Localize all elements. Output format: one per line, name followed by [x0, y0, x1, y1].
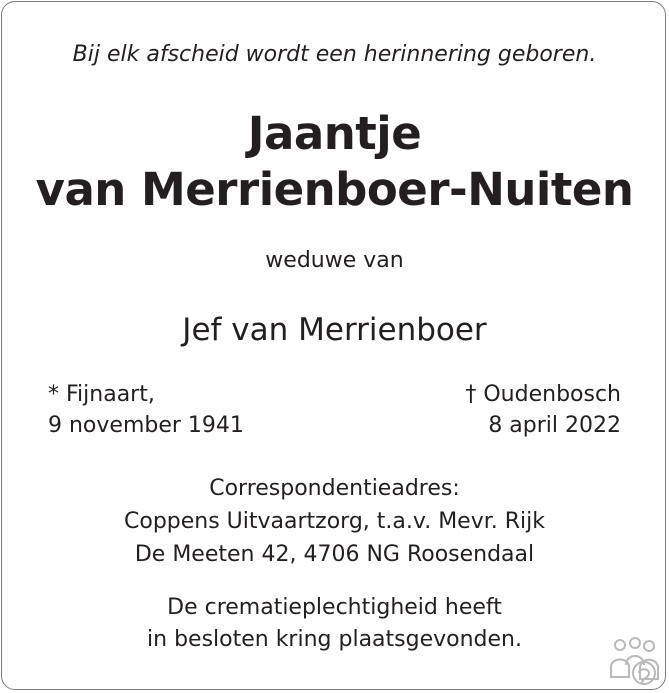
closing-line-2: in besloten kring plaatsgevonden.	[147, 627, 522, 652]
deceased-family-name: van Merrienboer-Nuiten	[35, 163, 634, 216]
correspondence-line-1: Coppens Uitvaartzorg, t.a.v. Mevr. Rijk	[124, 509, 545, 534]
correspondence-block	[0, 472, 669, 571]
correspondence-line-2: De Meeten 42, 4706 NG Roosendaal	[134, 542, 535, 567]
birth-date: 9 november 1941	[48, 413, 244, 438]
death-date: 8 april 2022	[488, 413, 621, 438]
closing-line-1: De crematieplechtigheid heeft	[167, 595, 502, 620]
birth-place: * Fijnaart,	[48, 382, 155, 407]
birth-block	[48, 379, 244, 441]
correspondence-label: Correspondentieadres:	[209, 476, 460, 501]
motto-text: Bij elk afscheid wordt een herinnering geboren.	[72, 42, 597, 67]
deceased-first-name: Jaantje	[247, 107, 422, 160]
relation-text: weduwe van	[265, 248, 404, 273]
death-block	[465, 379, 621, 441]
people-group-logo-icon	[606, 637, 661, 687]
spouse-name: Jef van Merrienboer	[182, 312, 487, 348]
closing-block	[0, 592, 669, 656]
death-place: † Oudenbosch	[465, 382, 621, 407]
